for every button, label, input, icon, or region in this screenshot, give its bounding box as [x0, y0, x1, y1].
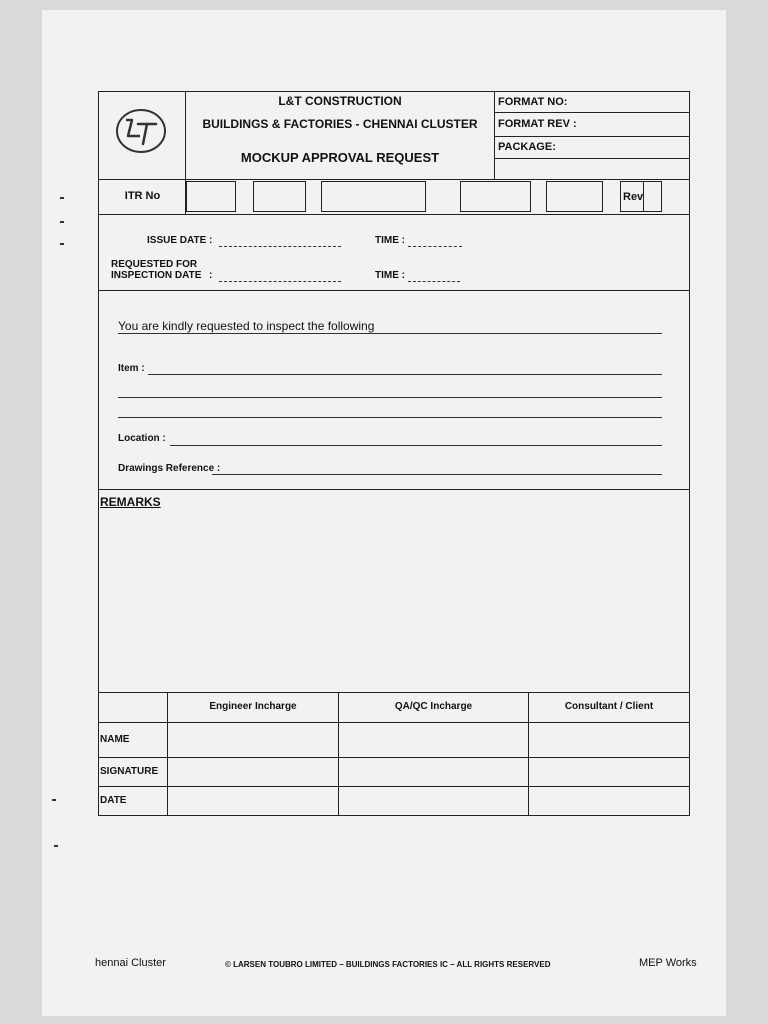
- format-no-label: FORMAT NO:: [498, 96, 568, 108]
- margin-mark: [54, 845, 58, 847]
- consultant-signature-cell[interactable]: [529, 758, 688, 785]
- margin-mark: [60, 197, 64, 199]
- column-engineer-incharge: Engineer Incharge: [209, 701, 297, 712]
- engineer-signature-cell[interactable]: [168, 758, 337, 785]
- engineer-name-cell[interactable]: [168, 723, 337, 756]
- consultant-date-cell[interactable]: [529, 787, 688, 814]
- requested-time-label: TIME :: [375, 270, 405, 281]
- division-name: BUILDINGS & FACTORIES - CHENNAI CLUSTER: [202, 117, 478, 131]
- issue-date-field[interactable]: [219, 246, 341, 247]
- margin-mark: [60, 221, 64, 223]
- item-field-line-3[interactable]: [118, 417, 662, 418]
- company-name: L&T CONSTRUCTION: [278, 94, 402, 108]
- item-label: Item :: [118, 363, 145, 374]
- format-rev-label: FORMAT REV :: [498, 118, 577, 130]
- itr-box-3[interactable]: [321, 181, 426, 212]
- issue-date-label: ISSUE DATE: [147, 235, 207, 246]
- issue-time-label: TIME :: [375, 235, 405, 246]
- itr-box-4[interactable]: [460, 181, 531, 212]
- margin-mark: [52, 799, 56, 801]
- consultant-name-cell[interactable]: [529, 723, 688, 756]
- itr-box-5[interactable]: [546, 181, 603, 212]
- margin-mark: [60, 243, 64, 245]
- footer-right-text: MEP Works: [639, 957, 697, 969]
- item-field[interactable]: [148, 374, 662, 375]
- itr-no-label: ITR No: [124, 190, 161, 202]
- qaqc-name-cell[interactable]: [339, 723, 527, 756]
- requested-date-colon: :: [209, 270, 213, 281]
- row-signature-label: SIGNATURE: [100, 766, 159, 777]
- form-title: MOCKUP APPROVAL REQUEST: [240, 150, 440, 165]
- requested-date-field[interactable]: [219, 281, 341, 282]
- row-name-label: NAME: [100, 734, 130, 745]
- location-field[interactable]: [170, 445, 662, 446]
- row-date-label: DATE: [100, 795, 127, 806]
- itr-box-2[interactable]: [253, 181, 306, 212]
- requested-label: REQUESTED FOR INSPECTION DATE: [111, 259, 202, 281]
- item-field-line-2[interactable]: [118, 397, 662, 398]
- column-consultant-client: Consultant / Client: [564, 701, 654, 712]
- rev-label: Rev: [623, 191, 644, 203]
- remarks-label: REMARKS: [100, 495, 161, 509]
- issue-time-field[interactable]: [408, 246, 462, 247]
- issue-date-colon: :: [209, 235, 213, 246]
- footer-left-text: hennai Cluster: [95, 957, 166, 969]
- lt-logo-icon: [114, 106, 168, 156]
- itr-box-1[interactable]: [186, 181, 236, 212]
- qaqc-signature-cell[interactable]: [339, 758, 527, 785]
- drawings-reference-label: Drawings Reference :: [118, 463, 221, 474]
- location-label: Location :: [118, 433, 166, 444]
- footer-copyright: © LARSEN TOUBRO LIMITED – BUILDINGS FACTORIES IC – ALL RIGHTS RESERVED: [225, 960, 551, 969]
- drawings-reference-field[interactable]: [212, 474, 662, 475]
- column-qaqc-incharge: QA/QC Incharge: [394, 701, 473, 712]
- requested-time-field[interactable]: [408, 281, 460, 282]
- inspection-intro: You are kindly requested to inspect the following: [118, 319, 375, 333]
- qaqc-date-cell[interactable]: [339, 787, 527, 814]
- package-label: PACKAGE:: [498, 141, 556, 153]
- engineer-date-cell[interactable]: [168, 787, 337, 814]
